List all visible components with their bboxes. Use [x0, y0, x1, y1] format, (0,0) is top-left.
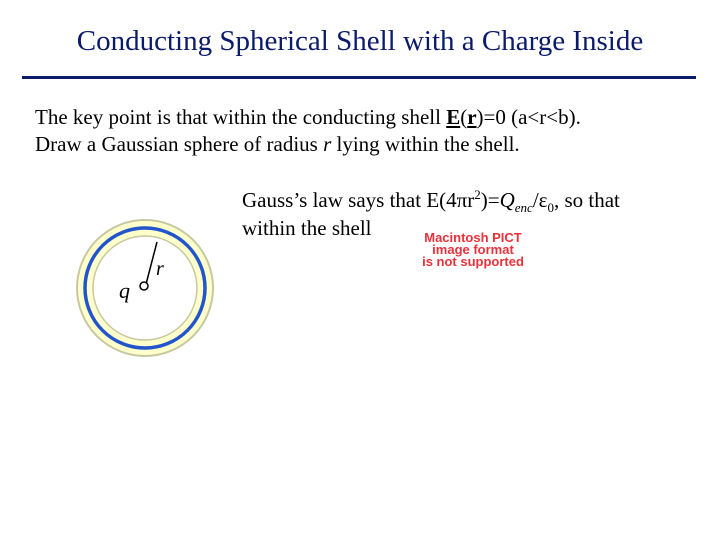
radius-r: r [323, 132, 332, 156]
exponent-2: 2 [474, 187, 481, 202]
charge-label-q: q [119, 278, 130, 303]
field-E: E [446, 105, 461, 129]
shell-diagram-svg [75, 218, 215, 358]
point-charge [140, 282, 148, 290]
position-r: r [467, 105, 477, 129]
gauss-text-a: Gauss’s law says that E(4 [242, 188, 457, 212]
pi-symbol: π [456, 188, 468, 212]
radius-label-r: r [156, 258, 164, 280]
pict-line-1: Macintosh PICT [424, 230, 522, 245]
line1-text: The key point is that within the conducting shell [35, 105, 447, 129]
slide-title: Conducting Spherical Shell with a Charge Inside [76, 25, 644, 57]
intro-paragraph [35, 104, 695, 158]
line1-end: )=0 (a<r<b). [476, 105, 581, 129]
line2-text: Draw a Gaussian sphere of radius [35, 132, 324, 156]
paren-open: ( [460, 105, 468, 129]
charge-Q: Q [499, 188, 515, 212]
gauss-eq: )= [480, 188, 500, 212]
subscript-enc: enc [514, 200, 533, 216]
subscript-0: 0 [547, 200, 554, 216]
gauss-r: r [467, 188, 475, 212]
pict-unsupported-notice [400, 232, 546, 268]
pict-line-3: is not supported [422, 254, 524, 269]
pict-line-2: image format [432, 242, 514, 257]
gauss-line2: within the shell [242, 216, 372, 240]
gauss-text-b: , so that [553, 188, 620, 212]
line2-end: lying within the shell. [331, 132, 520, 156]
shell-diagram [75, 218, 215, 358]
epsilon-symbol: ε [538, 188, 548, 212]
gauss-slash: / [532, 188, 539, 212]
title-divider [22, 76, 696, 79]
